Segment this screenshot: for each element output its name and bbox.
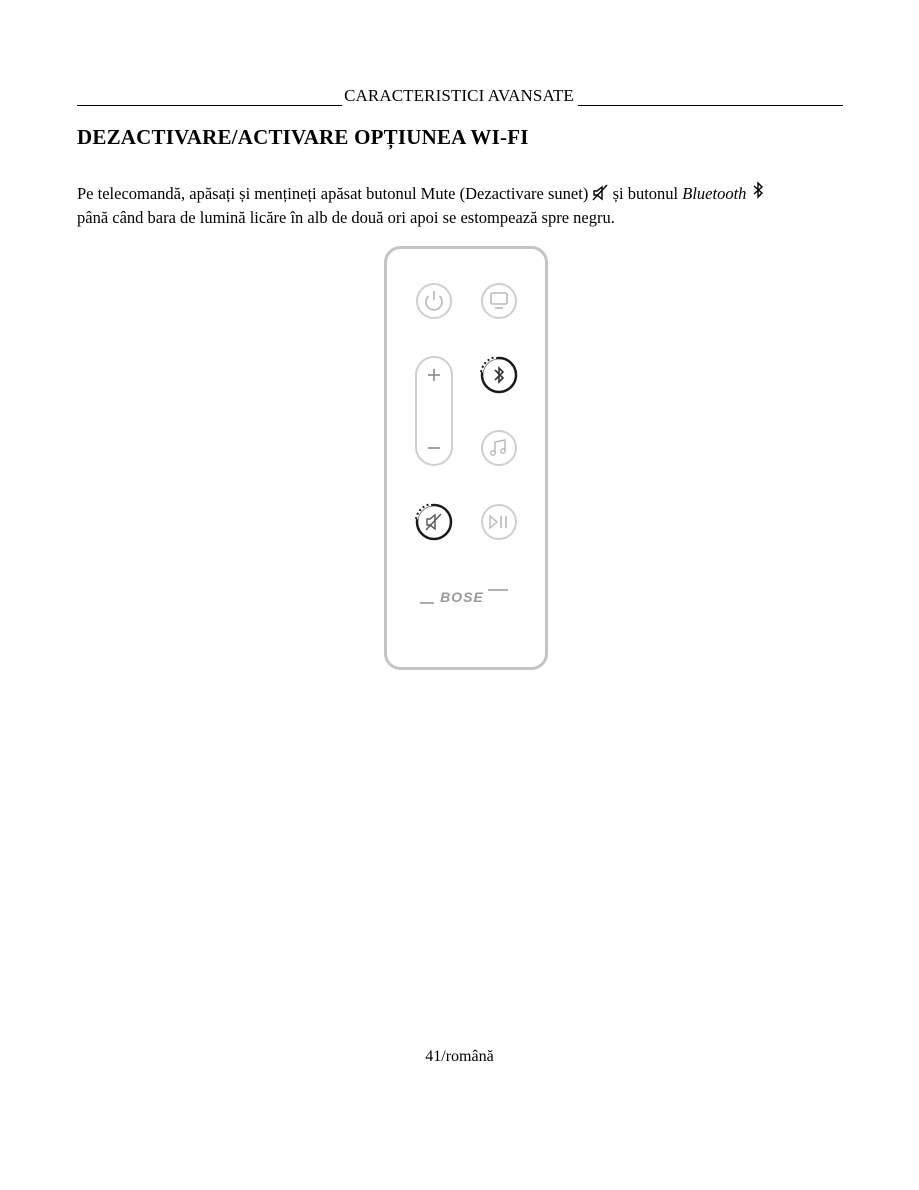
instruction-paragraph (77, 181, 857, 228)
header-rule-left (77, 88, 342, 106)
bluetooth-word: Bluetooth (682, 184, 747, 203)
play-pause-button (482, 505, 516, 539)
header-rule-right (578, 88, 843, 106)
instruction-line2: până când bara de lumină licăre în alb de două ori apoi se estompează spre negru. (77, 208, 615, 227)
bluetooth-button (481, 357, 516, 392)
running-header (77, 86, 843, 106)
bose-logo-text: BOSE (440, 589, 484, 605)
volume-rocker (416, 357, 452, 465)
page-title: DEZACTIVARE/ACTIVARE OPȚIUNEA WI-FI (77, 125, 529, 149)
mute-button (416, 504, 451, 539)
page-footer: 41/română (425, 1048, 494, 1065)
instruction-part1: Pe telecomandă, apăsați și mențineți apăsat butonul Mute (Dezactivare sunet) (77, 184, 593, 203)
mute-icon (592, 184, 608, 207)
music-button (482, 431, 516, 465)
bluetooth-icon (752, 181, 764, 204)
header-section-title: CARACTERISTICI AVANSATE (344, 86, 574, 105)
instruction-part2: și butonul (608, 184, 683, 203)
remote-illustration (384, 246, 548, 670)
power-button (417, 284, 451, 318)
tv-button (482, 284, 516, 318)
